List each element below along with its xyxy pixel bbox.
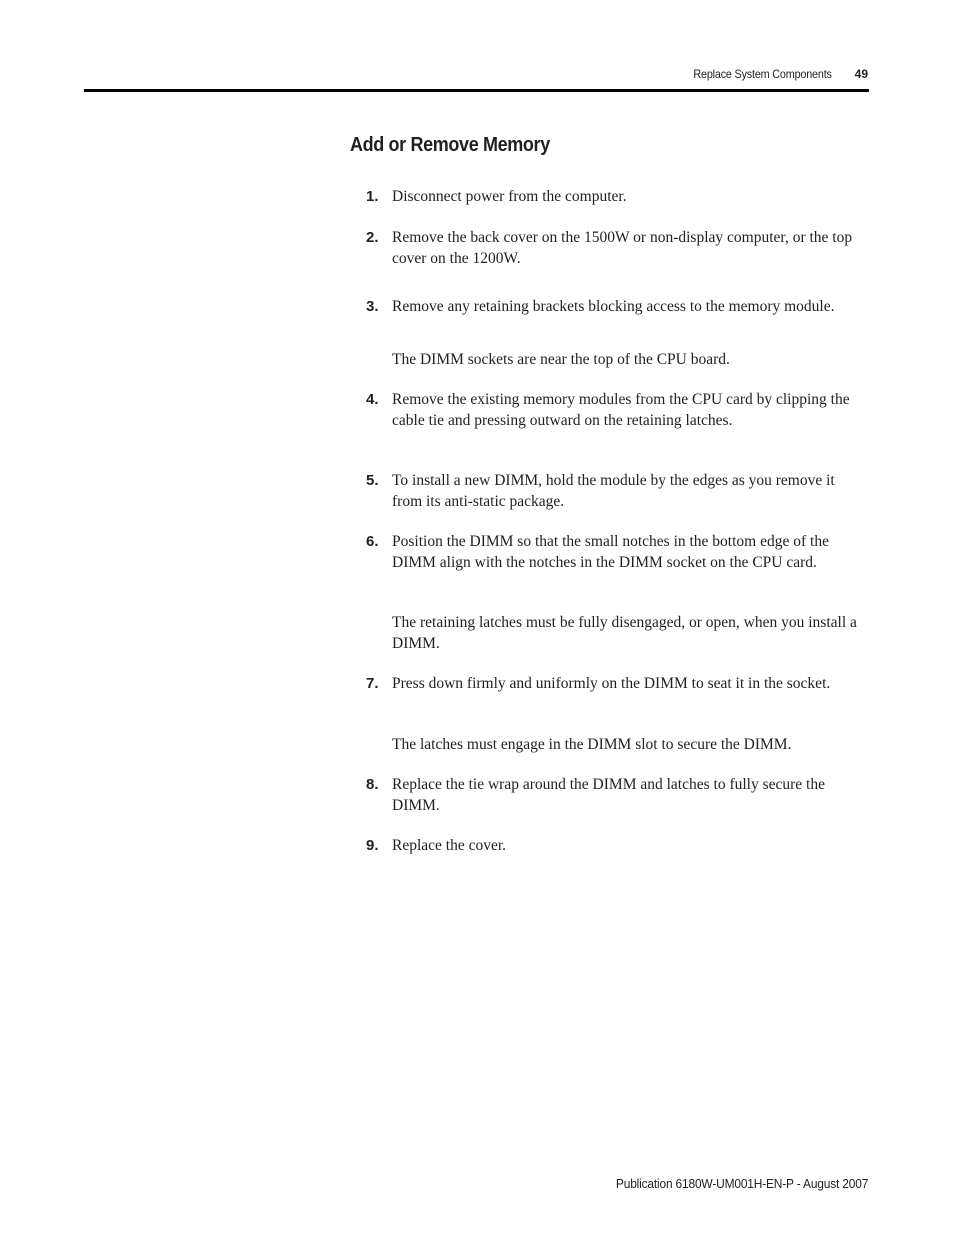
header-section-title: Replace System Components	[693, 67, 832, 81]
step-number: 2.	[366, 229, 379, 246]
step-text: Replace the cover.	[392, 837, 507, 854]
step-3	[366, 297, 866, 318]
step-7	[366, 674, 866, 695]
step-text: Disconnect power from the computer.	[392, 188, 627, 205]
step-7-note: The latches must engage in the DIMM slot to secure the DIMM.	[392, 736, 792, 753]
step-number: 6.	[366, 533, 379, 550]
step-number: 1.	[366, 188, 379, 205]
step-text: Remove the back cover on the 1500W or non-display computer, or the top cover on the 1200W.	[392, 229, 853, 267]
step-1	[366, 187, 866, 208]
step-text: Position the DIMM so that the small notches in the bottom edge of the DIMM align with the notches in the DIMM socket on the CPU card.	[392, 533, 829, 571]
step-number: 8.	[366, 776, 379, 793]
step-number: 9.	[366, 837, 379, 854]
step-number: 4.	[366, 391, 379, 408]
step-number: 3.	[366, 298, 379, 315]
header-page-number: 49	[854, 67, 868, 81]
step-text: To install a new DIMM, hold the module by the edges as you remove it from its anti-static package.	[392, 472, 835, 510]
step-6-note: The retaining latches must be fully disengaged, or open, when you install a DIMM.	[392, 614, 857, 652]
step-text: Remove the existing memory modules from the CPU card by clipping the cable tie and pressing outward on the retaining latches.	[392, 391, 850, 429]
step-8	[366, 775, 866, 816]
step-2	[366, 228, 866, 269]
step-5	[366, 471, 866, 512]
step-number: 5.	[366, 472, 379, 489]
publication-footer: Publication 6180W-UM001H-EN-P - August 2007	[615, 1176, 868, 1191]
step-4	[366, 390, 866, 431]
section-heading: Add or Remove Memory	[350, 134, 550, 156]
step-number: 7.	[366, 675, 379, 692]
step-text: Remove any retaining brackets blocking access to the memory module.	[392, 298, 835, 315]
step-9	[366, 836, 866, 857]
step-6	[366, 532, 866, 573]
step-3-note: The DIMM sockets are near the top of the CPU board.	[392, 351, 730, 368]
step-text: Replace the tie wrap around the DIMM and latches to fully secure the DIMM.	[392, 776, 825, 814]
header-rule	[84, 89, 869, 92]
step-text: Press down firmly and uniformly on the DIMM to seat it in the socket.	[392, 675, 831, 692]
